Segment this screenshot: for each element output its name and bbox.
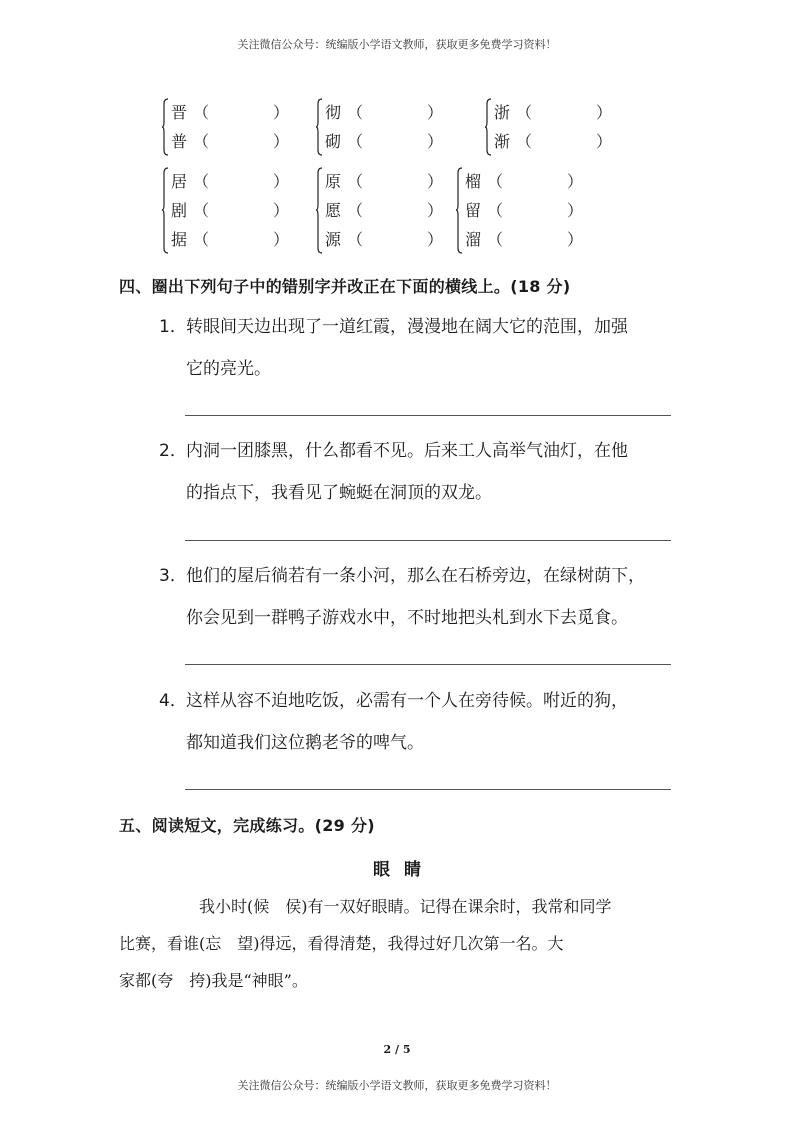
char-group <box>162 98 289 156</box>
char: 渐 <box>494 132 511 151</box>
char-row <box>456 167 583 196</box>
char: 原 <box>325 172 342 191</box>
char: 彻 <box>325 103 342 122</box>
char-row <box>162 127 289 156</box>
char: 溜 <box>465 230 482 249</box>
page-number: 2 / 5 <box>383 1043 411 1056</box>
char-row <box>162 98 289 127</box>
char-group <box>485 98 612 156</box>
char: 愿 <box>325 201 342 220</box>
char-row <box>162 196 289 225</box>
question-text-cont: 的指点下，我看见了蜿蜓在洞顶的双龙。 <box>186 483 492 503</box>
reading-title: 眼睛 <box>373 860 435 880</box>
char-row <box>485 127 612 156</box>
question-text-cont: 它的亮光。 <box>186 359 271 379</box>
char: 据 <box>171 230 188 249</box>
char-group <box>162 167 289 254</box>
char-row <box>162 167 289 196</box>
answer-line[interactable] <box>185 789 671 790</box>
question-number: 1． <box>159 317 187 337</box>
char: 居 <box>171 172 188 191</box>
paren-blank: （ ） <box>516 103 613 122</box>
question-text: 转眼间天边出现了一道红霞，漫漫地在阔大它的范围，加强 <box>186 317 628 337</box>
brace-icon <box>162 167 169 254</box>
question-text-cont: 你会见到一群鸭子游戏水中，不时地把头札到水下去觅食。 <box>186 608 628 628</box>
top-banner: 关注微信公众号：统编版小学语文教师，获取更多免费学习资料！ <box>237 38 557 51</box>
reading-passage <box>119 888 679 999</box>
paren-blank: （ ） <box>347 132 444 151</box>
char: 晋 <box>171 103 188 122</box>
passage-text: 望)得远，看得清楚，我得过好几次第一名。大 <box>237 934 564 953</box>
paren-blank: （ ） <box>516 132 613 151</box>
paren-blank: （ ） <box>193 172 290 191</box>
brace-icon <box>162 98 169 156</box>
char: 源 <box>325 230 342 249</box>
brace-icon <box>485 98 492 156</box>
question <box>159 688 679 756</box>
brace-icon <box>456 167 463 254</box>
paren-blank: （ ） <box>193 132 290 151</box>
char: 剧 <box>171 201 188 220</box>
char-row <box>162 225 289 254</box>
passage-text: 家都(夸 <box>119 971 174 990</box>
answer-line[interactable] <box>185 540 671 541</box>
passage-text: 比赛，看谁(忘 <box>119 934 222 953</box>
char: 砌 <box>325 132 342 151</box>
char-row <box>456 196 583 225</box>
paren-blank: （ ） <box>487 172 584 191</box>
paren-blank: （ ） <box>487 230 584 249</box>
question-text: 内洞一团膝黑，什么都看不见。后来工人高举气油灯，在他 <box>186 441 628 461</box>
section-4-heading: 四、圈出下列句子中的错别字并改正在下面的横线上。(18 分) <box>119 277 571 296</box>
question-number: 4． <box>159 691 187 711</box>
question-text-cont: 都知道我们这位鹅老爷的啤气。 <box>186 733 424 753</box>
char: 榴 <box>465 172 482 191</box>
paren-blank: （ ） <box>347 103 444 122</box>
answer-line[interactable] <box>185 415 671 416</box>
brace-icon <box>316 167 323 254</box>
passage-text: 侯)有一双好眼睛。记得在课余时，我常和同学 <box>285 897 612 916</box>
brace-icon <box>316 98 323 156</box>
section-5-heading: 五、阅读短文，完成练习。(29 分) <box>119 816 375 835</box>
char: 留 <box>465 201 482 220</box>
paren-blank: （ ） <box>347 230 444 249</box>
question-text: 这样从容不迫地吃饭，必需有一个人在旁待候。咐近的狗， <box>186 691 628 711</box>
char-group <box>316 167 443 254</box>
char-row <box>316 98 443 127</box>
paren-blank: （ ） <box>347 201 444 220</box>
paren-blank: （ ） <box>193 103 290 122</box>
passage-text: 挎)我是“神眼”。 <box>189 971 308 990</box>
char-group <box>456 167 583 254</box>
char: 普 <box>171 132 188 151</box>
paren-blank: （ ） <box>487 201 584 220</box>
char-row <box>485 98 612 127</box>
char-row <box>456 225 583 254</box>
char-row <box>316 196 443 225</box>
question-number: 2． <box>159 441 187 461</box>
char-row <box>316 225 443 254</box>
question <box>159 438 679 506</box>
question <box>159 314 679 382</box>
char-group <box>316 98 443 156</box>
char-row <box>316 167 443 196</box>
answer-line[interactable] <box>185 664 671 665</box>
question-text: 他们的屋后徜若有一条小河，那么在石桥旁边，在绿树荫下， <box>186 566 645 586</box>
paren-blank: （ ） <box>193 230 290 249</box>
passage-text: 我小时(候 <box>199 897 270 916</box>
paren-blank: （ ） <box>347 172 444 191</box>
char: 浙 <box>494 103 511 122</box>
bottom-banner: 关注微信公众号：统编版小学语文教师，获取更多免费学习资料！ <box>237 1079 557 1092</box>
paren-blank: （ ） <box>193 201 290 220</box>
char-row <box>316 127 443 156</box>
question <box>159 563 679 631</box>
question-number: 3． <box>159 566 187 586</box>
